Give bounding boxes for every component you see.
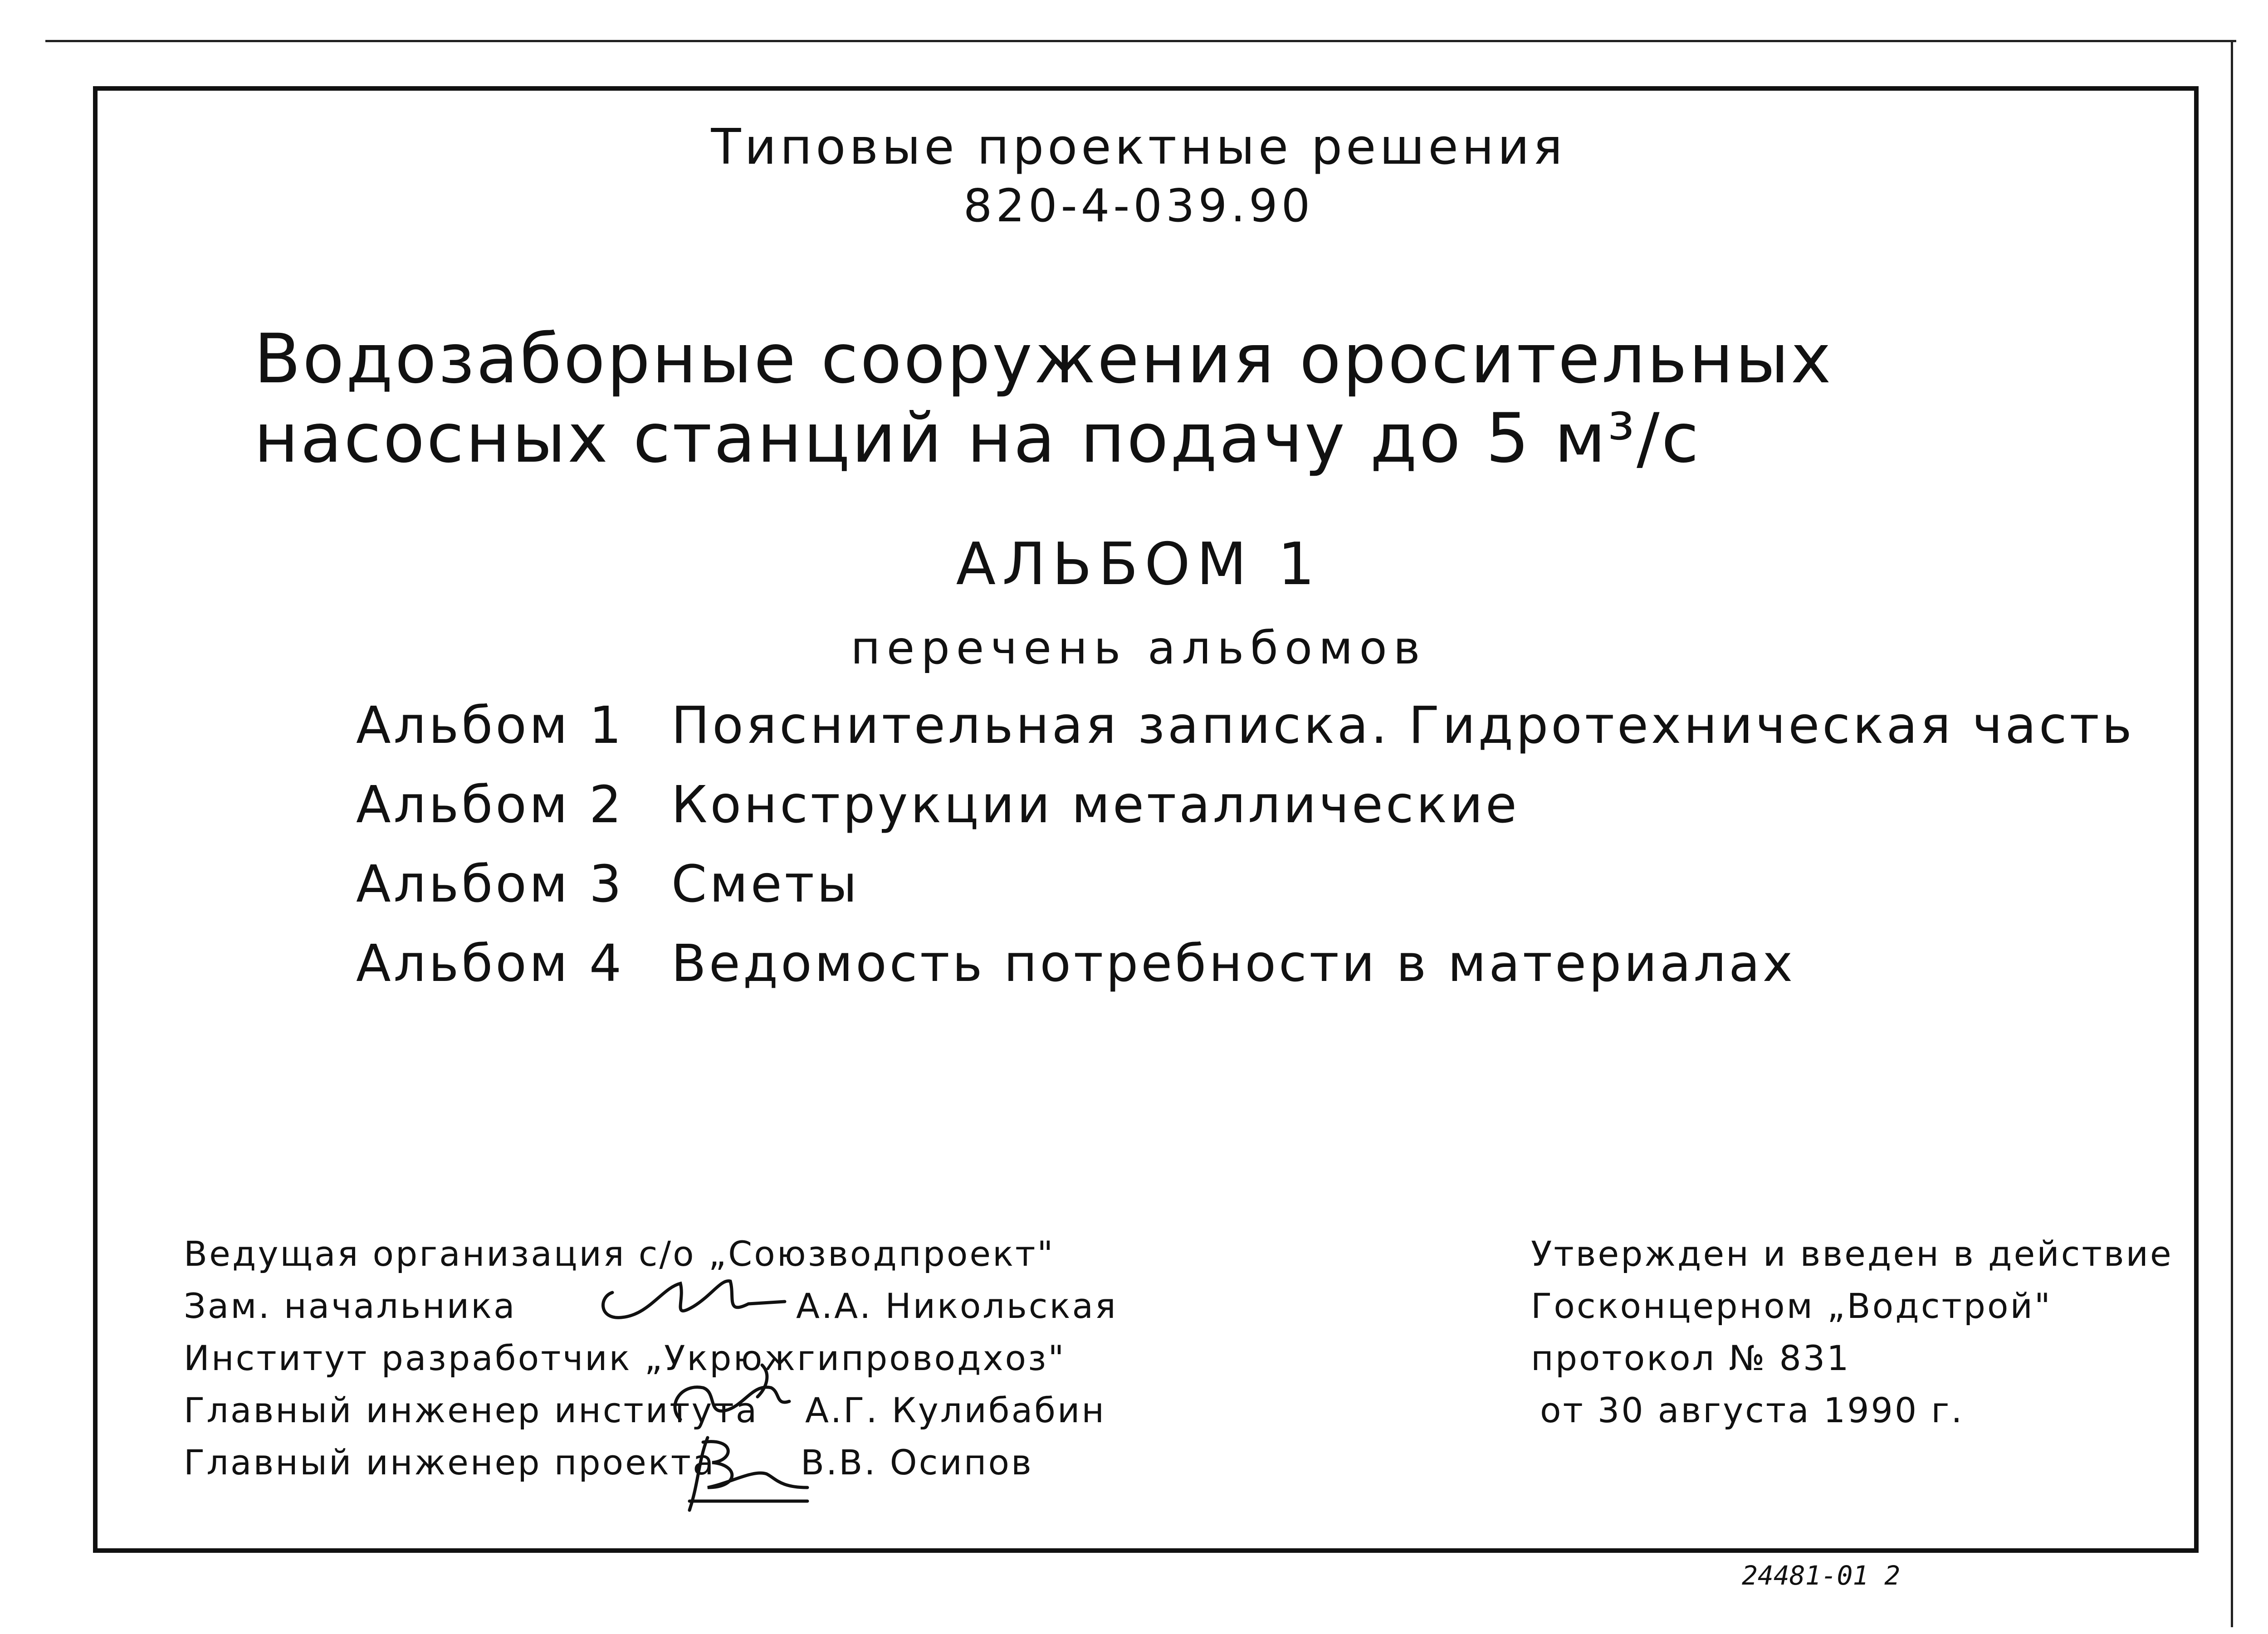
chief-engineer-institute-label: Главный инженер института (184, 1390, 759, 1430)
deputy-head-label: Зам. начальника (184, 1286, 517, 1326)
crop-line-top (45, 40, 2236, 42)
approval-line-2: Госконцерном „Водстрой" (1531, 1286, 2052, 1326)
approval-date: от 30 августа 1990 г. (1540, 1390, 1964, 1430)
chief-engineer-project-label: Главный инженер проекта (184, 1442, 716, 1483)
signature-deputy-head (594, 1270, 803, 1333)
album-1-label: Альбом 1 (356, 696, 625, 755)
album-4-text: Ведомость потребности в материалах (671, 934, 1796, 993)
album-1-text: Пояснительная записка. Гидротехническая часть (671, 696, 2135, 755)
album-2-text: Конструкции металлические (671, 776, 1520, 834)
approval-protocol: протокол № 831 (1531, 1338, 1851, 1378)
approval-line-1: Утвержден и введен в действие (1531, 1234, 2173, 1274)
series-code: 820-4-039.90 (963, 179, 1314, 232)
lead-organization: Ведущая организация с/о „Союзводпроект" (184, 1234, 1055, 1274)
album-2-label: Альбом 2 (356, 776, 625, 834)
crop-line-right (2231, 40, 2233, 1627)
album-3-text: Сметы (671, 855, 860, 914)
album-3-label: Альбом 3 (356, 855, 625, 914)
albums-list-title: перечень альбомов (850, 621, 1427, 674)
chief-engineer-project-name: В.В. Осипов (801, 1442, 1033, 1483)
series-title: Типовые проектные решения (711, 119, 1566, 176)
deputy-head-name: А.А. Никольская (796, 1286, 1118, 1326)
document-title-line1: Водозаборные сооружения оросительных (254, 320, 1833, 399)
sheet-number: 24481-01 2 (1742, 1560, 1901, 1591)
album-title: АЛЬБОМ 1 (956, 531, 1321, 598)
developer-institute: Институт разработчик „Укрюжгипроводхоз" (184, 1338, 1066, 1378)
album-4-label: Альбом 4 (356, 934, 625, 993)
chief-engineer-institute-name: А.Г. Кулибабин (805, 1390, 1106, 1430)
signature-chief-engineer-project (671, 1424, 816, 1515)
document-title-line2: насосных станций на подачу до 5 м³/с (254, 399, 1701, 478)
